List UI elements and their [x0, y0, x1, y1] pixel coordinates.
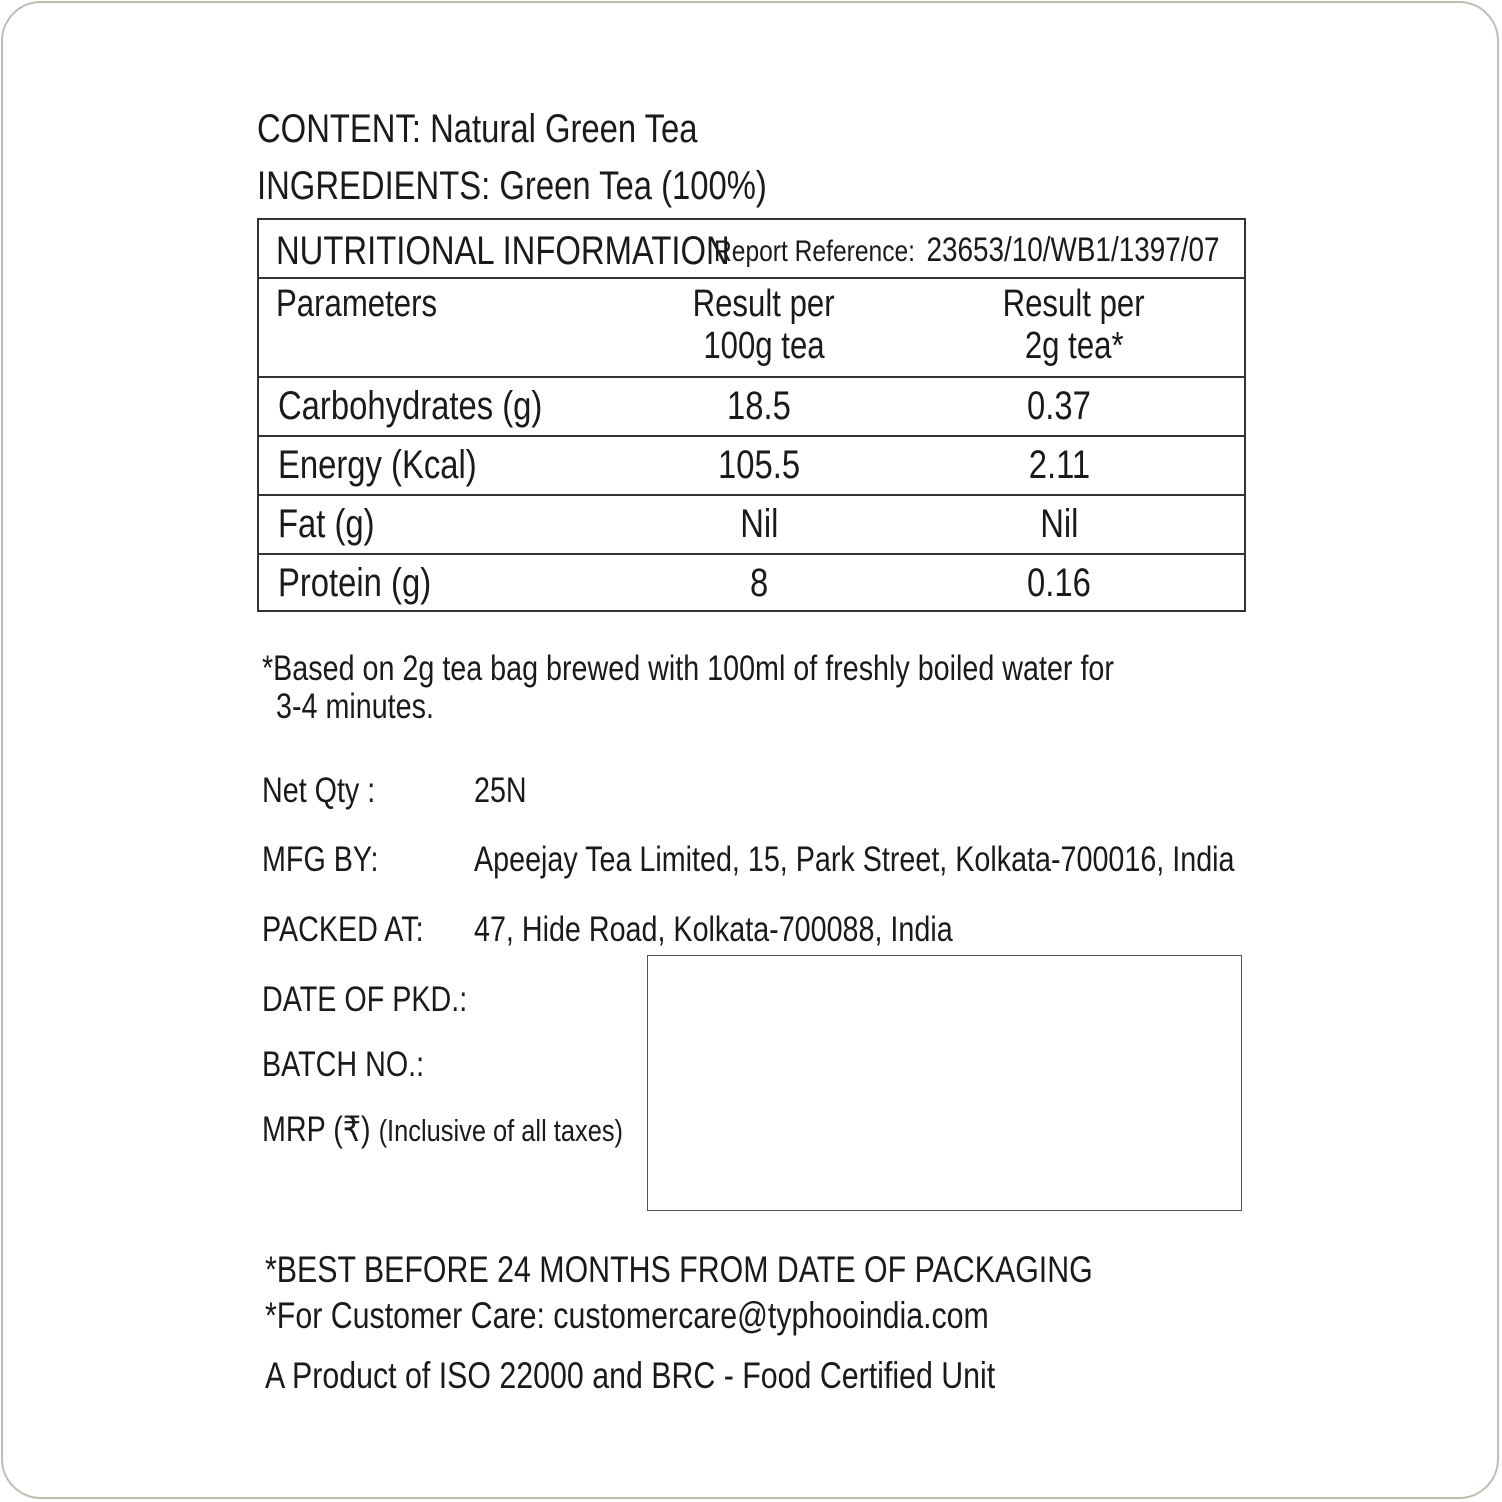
ingredients-value: Green Tea (100%) [499, 164, 767, 208]
mfg-label: MFG BY: [262, 840, 379, 879]
packed-label: PACKED AT: [262, 910, 424, 949]
content-line [257, 106, 794, 152]
row-value-per-100g: 18.5 [727, 384, 791, 428]
nutrition-table [257, 218, 1246, 612]
nutrition-title: NUTRITIONAL INFORMATION [276, 229, 730, 273]
row-parameter: Energy (Kcal) [278, 443, 477, 487]
row-value-per-100g: 8 [749, 561, 769, 605]
report-reference-value: 23653/10/WB1/1397/07 [926, 231, 1220, 269]
content-value: Natural Green Tea [430, 107, 698, 151]
column-header-parameters: Parameters [276, 283, 438, 325]
batch-no-label: BATCH NO.: [262, 1045, 425, 1084]
table-row [259, 437, 1244, 496]
row-value-per-2g: 2.11 [1028, 443, 1090, 487]
batch-stamp-box [647, 955, 1242, 1211]
row-value-per-2g: 0.37 [1027, 384, 1091, 428]
row-value-per-100g: 105.5 [717, 443, 801, 487]
row-value-per-2g: 0.16 [1027, 561, 1091, 605]
report-reference-label: Report Reference: [714, 235, 916, 268]
row-parameter: Fat (g) [278, 502, 375, 546]
mfg-value: Apeejay Tea Limited, 15, Park Street, Kolkata-700016, India [474, 840, 1235, 879]
date-of-packing-label: DATE OF PKD.: [262, 980, 468, 1019]
column-header-per-100g: Result per 100g tea [692, 283, 836, 367]
net-qty-label: Net Qty : [262, 771, 376, 810]
net-qty-value: 25N [474, 771, 527, 810]
ingredients-line [257, 163, 879, 209]
report-reference [714, 230, 1330, 272]
row-parameter: Protein (g) [278, 561, 432, 605]
column-header-per-2g: Result per 2g tea* [1002, 283, 1146, 367]
row-value-per-100g: Nil [739, 502, 779, 546]
certification-note: A Product of ISO 22000 and BRC - Food Certified Unit [265, 1355, 996, 1396]
content-label: CONTENT: [257, 107, 421, 151]
brewing-footnote [262, 650, 1301, 726]
mrp-label-text: MRP (₹) [262, 1110, 371, 1149]
packed-value: 47, Hide Road, Kolkata-700088, India [474, 910, 953, 949]
row-value-per-2g: Nil [1039, 502, 1079, 546]
mrp-tax-note: (Inclusive of all taxes) [378, 1113, 624, 1148]
row-parameter: Carbohydrates (g) [278, 384, 543, 428]
best-before-note: *BEST BEFORE 24 MONTHS FROM DATE OF PACKAGING [265, 1249, 1093, 1290]
column-headers [259, 279, 1244, 378]
table-row [259, 555, 1244, 614]
mrp-label [262, 1110, 702, 1151]
nutrition-table-header [259, 220, 1244, 279]
table-row [259, 378, 1244, 437]
customer-care-note: *For Customer Care: customercare@typhooindia.com [265, 1295, 989, 1336]
footnote-line-1: *Based on 2g tea bag brewed with 100ml of freshly boiled water for [262, 649, 1114, 688]
ingredients-label: INGREDIENTS: [257, 164, 491, 208]
footnote-line-2: 3-4 minutes. [276, 687, 434, 726]
table-row [259, 496, 1244, 555]
